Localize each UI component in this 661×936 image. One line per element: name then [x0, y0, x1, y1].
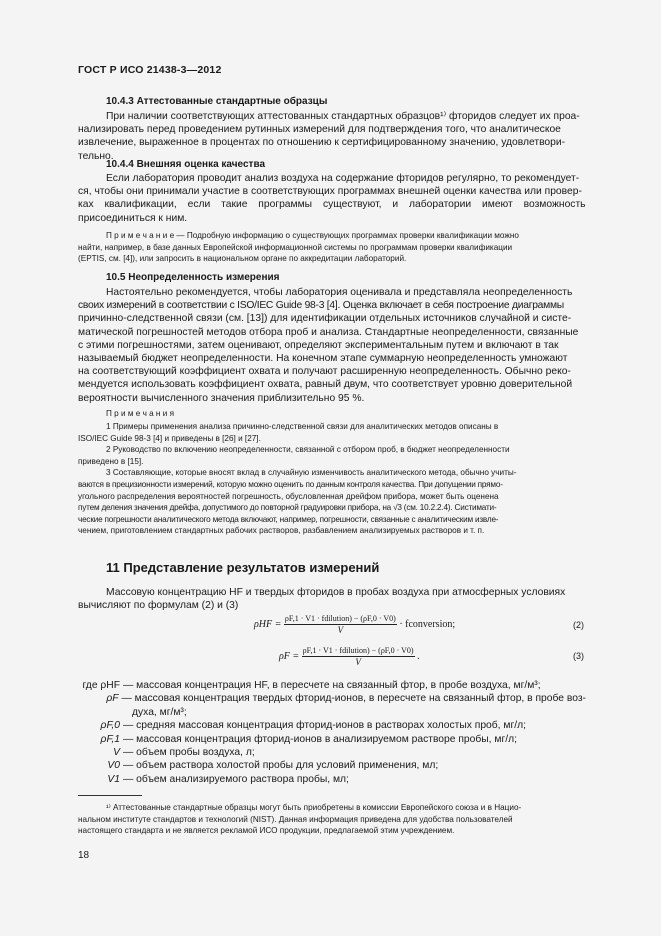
- section-11-title: 11 Представление результатов измерений: [106, 560, 380, 575]
- note-line: (EPTIS, см. [4]), или запросить в национальном органе по аккредитации лабораторий.: [78, 254, 407, 264]
- text-line: называемый бюджет неопределенности. На конечном этапе суммарную неопределенность умножают: [78, 353, 568, 365]
- definition-text: духа, мг/м³;: [132, 706, 187, 718]
- page-number: 18: [78, 850, 90, 861]
- section-10-4-3-text: [78, 110, 586, 163]
- formula-2-lhs: ρHF =: [254, 618, 282, 630]
- note-line: приведено в [15].: [78, 456, 144, 466]
- formula-3-number: (3): [573, 651, 584, 661]
- note-line: угольного распределения вероятностей погрешность, обусловленная дрейфом прибора, может быть оценена: [78, 491, 499, 501]
- note-line: путем деления значения дрейфа, допустимого до повторной градуировки прибора, на √3 (см. 10.2.2.4). Систимати-: [78, 503, 497, 513]
- text-line: своих измерений в соответствии с ISO/IEC Guide 98-3 [4]. Оценка включает в себя построение диаграммы: [78, 300, 564, 312]
- text-line: причинно-следственной связи (см. [13]) для идентификации отдельных источников случайной и систе-: [78, 313, 572, 325]
- definition-row: [78, 679, 586, 692]
- variable-definitions: [78, 679, 586, 786]
- section-10-5-title: 10.5 Неопределенность измерения: [106, 272, 280, 283]
- definition-text: — массовая концентрация HF, в пересчете на связанный фтор, в пробе воздуха, мг/м³;: [123, 680, 541, 691]
- text-line: присоединиться к ним.: [78, 212, 188, 224]
- definition-symbol: V: [113, 747, 120, 759]
- footnote: [78, 802, 586, 837]
- text-line: на соответствующий коэффициент охвата и получают расширенную неопределенность. Обычно реко-: [78, 366, 571, 378]
- definition-row: [78, 692, 586, 705]
- text-line: с этими погрешностями, затем оценивают, определяют экспериментальным путем и включают в так: [78, 339, 559, 351]
- note-line: 3 Составляющие, которые вносят вклад в случайную изменчивость аналитического метода, обычно учиты-: [106, 468, 517, 478]
- definition-text: — объем анализируемого раствора пробы, мл;: [123, 773, 349, 785]
- text-line: извлечение, выраженное в процентах по отношению к сертифицированному значению, удовлетвори-: [78, 137, 566, 149]
- section-10-4-4-note: [78, 230, 586, 265]
- formula-2-fraction: [284, 614, 397, 635]
- text-line: Если лаборатория проводит анализ воздуха на содержание фторидов регулярно, то рекомендует-: [106, 173, 580, 184]
- note-line: ваются в прецизионности измерений, которую можно оценить по данным контроля качества. При допущении прямо-: [78, 479, 503, 489]
- formula-2-numerator: ρF,1 · V1 · fdilution) − (ρF,0 · V0): [284, 614, 396, 623]
- text-line: Настоятельно рекомендуется, чтобы лаборатория оценивала и представляла неопределенность: [106, 287, 573, 298]
- text-line: тельно.: [78, 150, 114, 162]
- definition-symbol: V0: [107, 760, 120, 772]
- footnote-line: нальном институте стандартов и технологий (NIST). Данная информация приведена для удобства пользователей: [78, 814, 513, 824]
- note-line: П р и м е ч а н и е — Подробную информацию о существующих программах проверки квалификации можно: [106, 231, 519, 240]
- definition-row: [78, 706, 586, 719]
- formula-3: [279, 646, 420, 667]
- definition-row: [78, 719, 586, 732]
- section-10-5-notes: [78, 421, 586, 537]
- section-10-4-4-text: [78, 172, 586, 225]
- note-line: найти, например, в базе данных Европейской информационной системы по программам проверки квалификации: [78, 242, 513, 252]
- definition-text: — массовая концентрация фторид-ионов в анализируемом растворе пробы, мг/л;: [123, 733, 517, 745]
- text-line: ся, чтобы они принимали участие в соответствующих программах внешней оценки качества или провер-: [78, 186, 582, 198]
- definition-row: [78, 746, 586, 759]
- footnote-rule: [78, 795, 142, 796]
- formula-2-tail: · fconversion;: [399, 618, 456, 630]
- formula-3-lhs: ρF =: [279, 650, 300, 662]
- definition-symbol: [78, 706, 120, 719]
- formula-3-fraction: [302, 646, 415, 667]
- definition-text: — объем раствора холостой пробы для условий применения, мл;: [123, 760, 439, 772]
- note-line: 1 Примеры применения анализа причинно-следственной связи для аналитических методов описаны в: [106, 422, 499, 431]
- section-11-text: [78, 586, 586, 612]
- text-line: мендуется использовать коэффициент охвата, равный двум, что соответствует уровню доверительной: [78, 379, 573, 391]
- text-line: При наличии соответствующих аттестованных стандартных образцов¹⁾ фторидов следует их проа-: [106, 111, 580, 122]
- formula-3-tail: .: [417, 650, 420, 662]
- section-10-4-4-title: 10.4.4 Внешняя оценка качества: [106, 159, 266, 170]
- definition-row: [78, 733, 586, 746]
- footnote-line: ¹⁾ Аттестованные стандартные образцы могут быть приобретены в комиссии Европейского союза и в Нацио-: [106, 803, 522, 812]
- text-line: нализировать перед проведением рутинных измерений для подтверждения того, что аналитическое: [78, 124, 561, 136]
- formula-3-denominator: V: [355, 657, 361, 667]
- standard-header: ГОСТ Р ИСО 21438-3—2012: [78, 64, 222, 76]
- note-line: ческие погрешности аналитического метода включают, например, погрешности, связанные с аналитическим извле-: [78, 514, 499, 524]
- section-10-4-3-title: 10.4.3 Аттестованные стандартные образцы: [106, 96, 328, 107]
- text-line: вероятности вычисленного значения приблизительно 95 %.: [78, 392, 365, 404]
- formula-2-denominator: V: [337, 625, 344, 635]
- note-line: ISO/IEC Guide 98-3 [4] и приведены в [26] и [27].: [78, 433, 261, 443]
- footnote-line: настоящего стандарта и не является рекламой ИСО продукции, предлагаемой этим учреждением.: [78, 826, 455, 836]
- formula-2: [254, 614, 455, 635]
- section-10-5-notes-title: П р и м е ч а н и я: [106, 409, 175, 418]
- section-10-5-text: [78, 286, 586, 405]
- formula-3-numerator: ρF,1 · V1 · fdilution) − (ρF,0 · V0): [302, 646, 414, 655]
- definition-text: — средняя массовая концентрация фторид-ионов в растворах холостых проб, мг/л;: [123, 720, 526, 732]
- definition-symbol: V1: [107, 773, 120, 785]
- definition-symbol: ρF,0: [100, 720, 120, 732]
- definition-symbol: где ρHF: [82, 680, 120, 691]
- note-line: 2 Руководство по включению неопределенности, связанной с отбором проб, в бюджет неопределенности: [106, 445, 510, 455]
- definition-text: — объем пробы воздуха, л;: [123, 747, 255, 759]
- text-line: вычисляют по формулам (2) и (3): [78, 600, 239, 612]
- text-line: Массовую концентрацию HF и твердых фторидов в пробах воздуха при атмосферных условиях: [106, 587, 566, 598]
- text-line: ках квалификации, если такие программы существуют, и лаборатории имеют возможность: [78, 199, 586, 211]
- definition-row: [78, 759, 586, 772]
- formula-2-number: (2): [573, 620, 584, 630]
- note-line: чением, приготовлением стандартных рабочих растворов, разбавлением анализируемых растворов и т. п.: [78, 526, 485, 536]
- definition-symbol: ρF,1: [100, 733, 120, 745]
- text-line: матической погрешностей методов отбора проб и анализа. Стандартные неопределенности, связанные: [78, 326, 579, 338]
- definition-row: [78, 773, 586, 786]
- definition-symbol: ρF: [106, 693, 119, 705]
- definition-text: — массовая концентрация твердых фторид-ионов, в пересчете на связанный фтор, в пробе воз-: [121, 693, 586, 705]
